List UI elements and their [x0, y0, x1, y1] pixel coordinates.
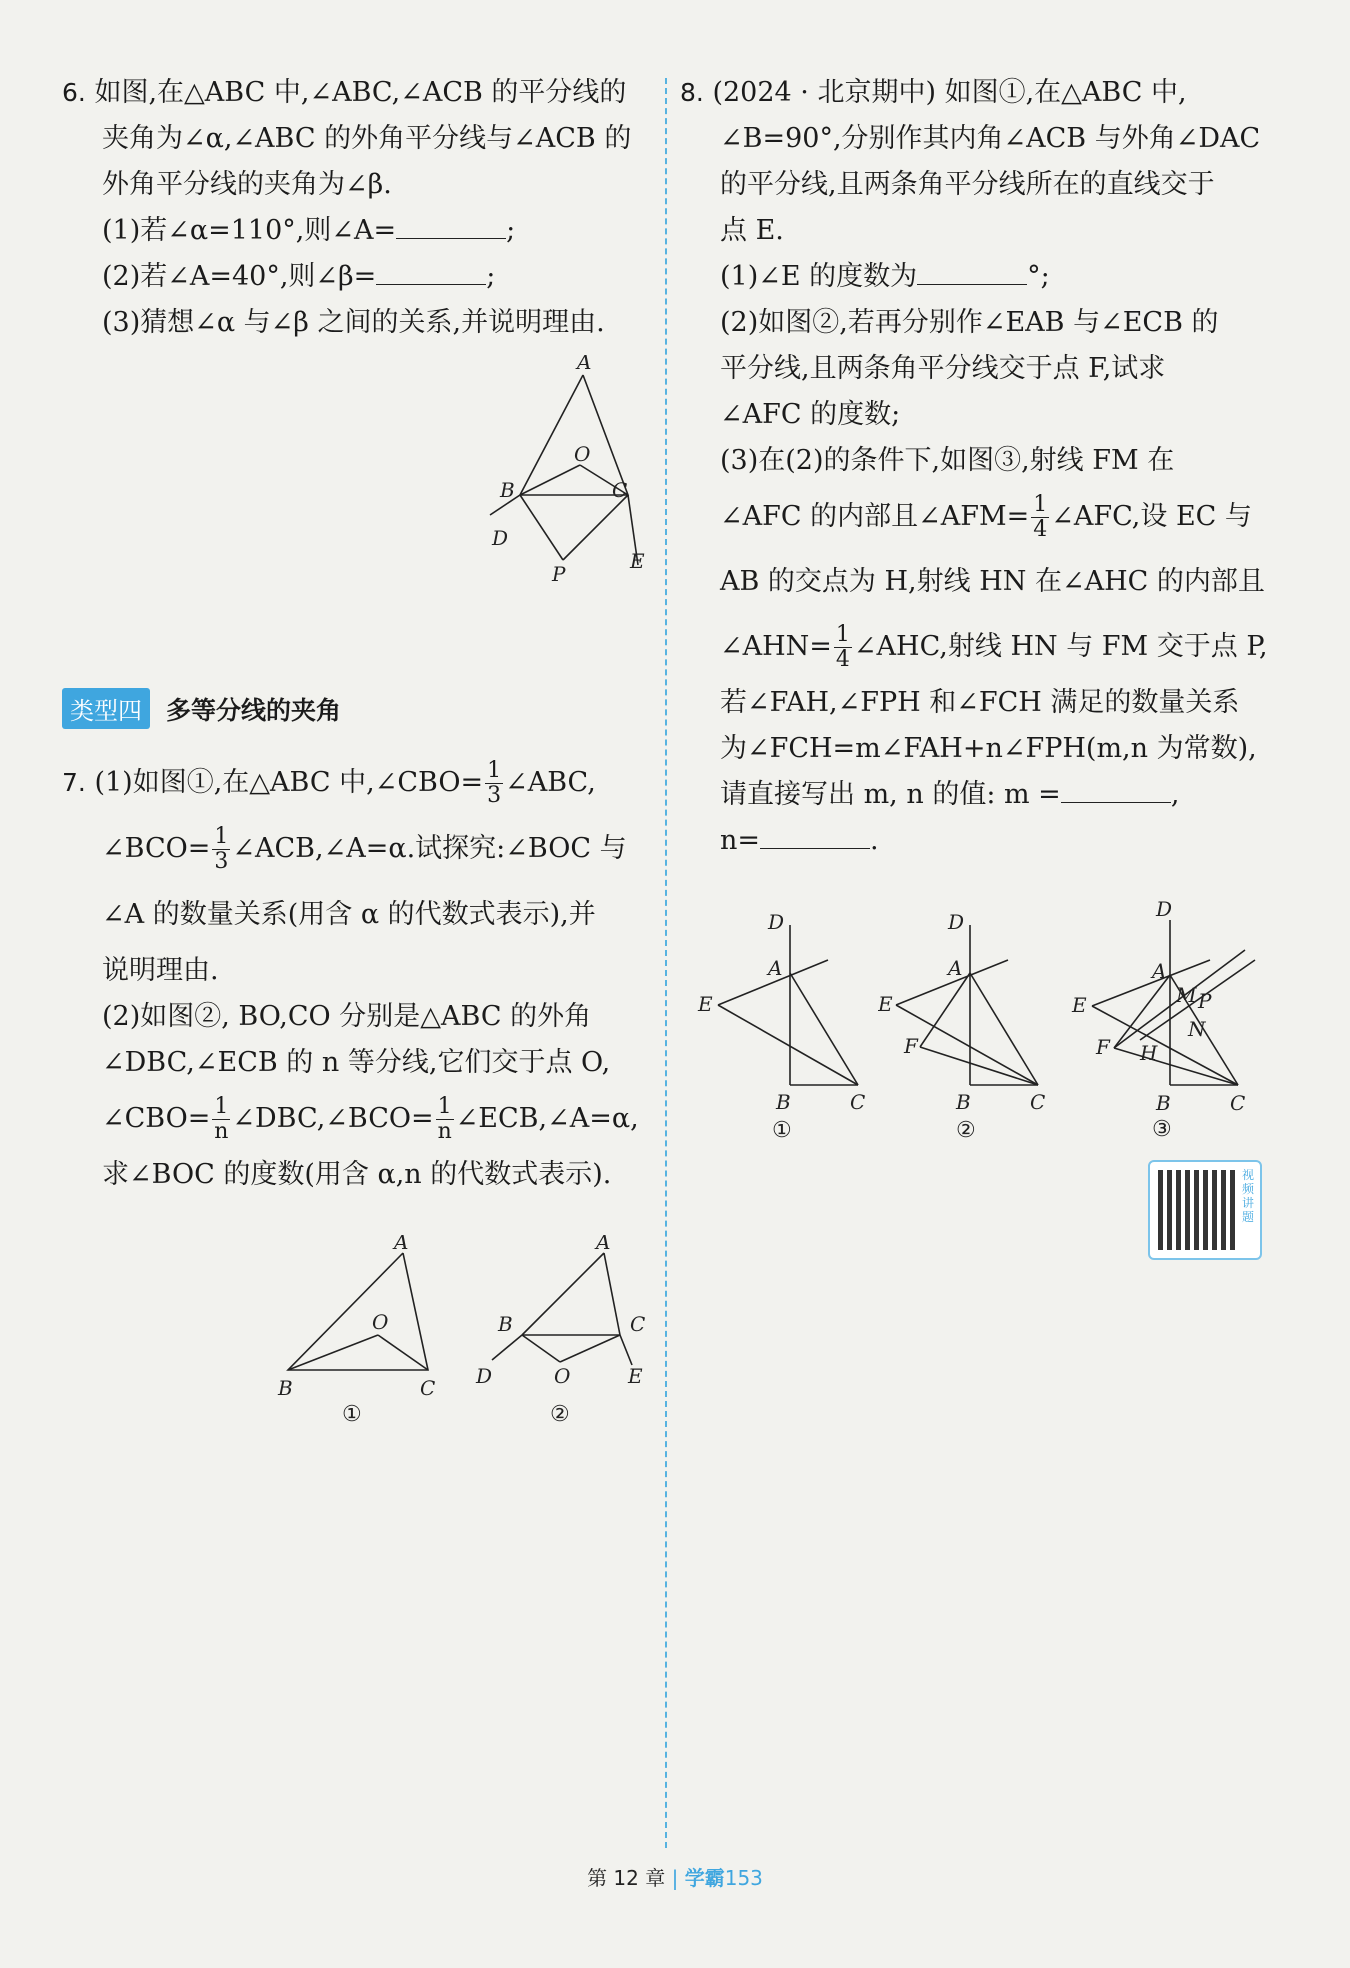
q7f1-triangle	[288, 1253, 428, 1370]
answer-blank[interactable]	[917, 256, 1027, 285]
q8-line-11: AB 的交点为 H,射线 HN 在∠AHC 的内部且	[720, 566, 1265, 597]
chapter-label: 第 12 章	[587, 1866, 666, 1890]
q7-line-2: ∠BCO= $\frac{1}{3}$ ∠ACB,∠A=α.试探究:∠BOC 与	[102, 824, 627, 874]
section-title: 多等分线的夹角	[166, 695, 342, 725]
q6-number: 6.	[62, 78, 86, 107]
q8-line-8: ∠AFC 的度数;	[720, 399, 901, 430]
q7-figure-1	[268, 1235, 448, 1425]
label-b: B	[278, 1376, 293, 1400]
q8-line-4: 点 E.	[720, 215, 784, 246]
label-b: B	[776, 1090, 791, 1114]
figure-caption: ②	[956, 1118, 976, 1140]
figure-caption: ③	[1152, 1117, 1172, 1140]
label-d: D	[476, 1364, 493, 1388]
label-a: A	[948, 956, 963, 980]
q7f2-co	[560, 1335, 620, 1362]
answer-blank[interactable]	[760, 820, 870, 849]
q8f1-ec	[718, 1005, 858, 1085]
q7f2-ext-d	[492, 1335, 522, 1360]
label-o: O	[574, 442, 591, 466]
page-footer: 第 12 章 | 学霸153	[587, 1866, 763, 1890]
label-b: B	[1156, 1091, 1171, 1115]
q8-line-1: 8. (2024 · 北京期中) 如图①,在△ABC 中,	[680, 77, 1187, 108]
brand-label: 学霸	[684, 1866, 725, 1890]
q8f2-fc	[920, 1047, 1038, 1085]
label-p: P	[1198, 989, 1212, 1013]
section-header	[62, 688, 341, 729]
fraction: $\frac{1}{3}$	[214, 824, 229, 874]
fraction: $\frac{1}{3}$	[487, 758, 502, 808]
section-tag: 类型四	[62, 688, 150, 729]
q8-line-13: 若∠FAH,∠FPH 和∠FCH 满足的数量关系	[720, 687, 1240, 718]
label-c: C	[1230, 1091, 1246, 1115]
label-e: E	[698, 992, 713, 1016]
q8-line-14: 为∠FCH=m∠FAH+n∠FPH(m,n 为常数),	[720, 733, 1257, 764]
answer-blank[interactable]	[396, 210, 506, 239]
label-c: C	[630, 1312, 646, 1336]
fraction: $\frac{1}{n}$	[437, 1094, 452, 1144]
answer-blank[interactable]	[376, 256, 486, 285]
label-a: A	[577, 355, 592, 374]
label-a: A	[1152, 959, 1167, 983]
qr-code-icon	[1158, 1170, 1238, 1250]
q6-bisector-b	[520, 465, 580, 495]
label-d: D	[1156, 897, 1173, 921]
label-a: A	[394, 1235, 409, 1254]
q8-line-6: (2)如图②,若再分别作∠EAB 与∠ECB 的	[720, 307, 1219, 338]
q8f1-ac	[790, 973, 858, 1085]
page-number: 153	[724, 1866, 763, 1890]
label-e: E	[1072, 993, 1087, 1017]
q8-line-16: n= .	[680, 818, 1280, 864]
q6-part-2: (2)若∠A=40°,则∠β= ;	[62, 254, 647, 300]
q7f1-bo	[288, 1335, 378, 1370]
q7f2-ab	[522, 1253, 604, 1335]
q6-text-2: 夹角为∠α,∠ABC 的外角平分线与∠ACB 的	[102, 123, 632, 154]
label-d: D	[768, 910, 785, 934]
q8-figure-2	[878, 905, 1068, 1140]
label-d: D	[492, 526, 509, 550]
q8f2-ac	[970, 973, 1038, 1085]
q6-line-1	[62, 70, 647, 116]
q6-text-3: 外角平分线的夹角为∠β.	[102, 169, 392, 200]
q7-line-5: (2)如图②, BO,CO 分别是△ABC 的外角	[102, 1001, 592, 1032]
q8-number: 8.	[680, 78, 704, 107]
q7-line-6: ∠DBC,∠ECB 的 n 等分线,它们交于点 O,	[102, 1047, 611, 1078]
q7-line-7: ∠CBO= $\frac{1}{n}$ ∠DBC,∠BCO= $\frac{1}{n}$ ∠ECB,∠A=α,	[102, 1094, 639, 1144]
q8-line-5: (1)∠E 的度数为 °;	[680, 254, 1280, 300]
q7-line-8: 求∠BOC 的度数(用含 α,n 的代数式表示).	[102, 1159, 612, 1190]
fraction: $\frac{1}{4}$	[835, 622, 850, 672]
q8-line-9: (3)在(2)的条件下,如图③,射线 FM 在	[720, 445, 1175, 476]
q7f2-ext-e	[620, 1335, 632, 1365]
q8-line-7: 平分线,且两条角平分线交于点 F,试求	[720, 353, 1166, 384]
q8-figure-3	[1070, 890, 1270, 1140]
q8f2-af	[920, 973, 970, 1047]
q8-block	[680, 70, 1280, 864]
q6-part-3: (3)猜想∠α 与∠β 之间的关系,并说明理由.	[102, 307, 605, 338]
q6-part-1: (1)若∠α=110°,则∠A= ;	[62, 208, 647, 254]
answer-blank[interactable]	[1061, 774, 1171, 803]
label-c: C	[612, 478, 628, 502]
label-e: E	[878, 992, 893, 1016]
label-p: P	[552, 562, 566, 585]
q8f3-ec	[1092, 1006, 1238, 1085]
q7f1-co	[378, 1335, 428, 1370]
figure-caption: ②	[550, 1402, 570, 1425]
label-b: B	[500, 478, 515, 502]
label-c: C	[850, 1090, 866, 1114]
q8-figure-1	[690, 905, 880, 1140]
label-f: F	[1096, 1035, 1110, 1059]
label-a: A	[768, 956, 783, 980]
video-qr-code[interactable]	[1148, 1160, 1262, 1260]
qr-label: 视频讲题	[1242, 1168, 1255, 1224]
label-d: D	[948, 910, 965, 934]
q7-line-1: 7. (1)如图①,在△ABC 中,∠CBO= $\frac{1}{3}$ ∠ABC,	[62, 758, 596, 808]
label-n: N	[1188, 1017, 1206, 1041]
column-divider	[665, 78, 667, 1848]
q6-ext-bisector-c	[563, 495, 628, 560]
label-o: O	[554, 1364, 571, 1388]
label-c: C	[420, 1376, 436, 1400]
left-column	[62, 70, 647, 346]
label-f: F	[904, 1034, 918, 1058]
q7-block	[62, 750, 647, 1198]
q6-figure	[480, 355, 660, 585]
q6-ext-bisector-b	[520, 495, 563, 560]
label-c: C	[1030, 1090, 1046, 1114]
q6-text-1: 如图,在△ABC 中,∠ABC,∠ACB 的平分线的	[94, 77, 627, 108]
label-b: B	[956, 1090, 971, 1114]
label-o: O	[372, 1310, 389, 1334]
q8-line-2: ∠B=90°,分别作其内角∠ACB 与外角∠DAC	[720, 123, 1261, 154]
fraction: $\frac{1}{n}$	[214, 1094, 229, 1144]
fraction: $\frac{1}{4}$	[1033, 492, 1048, 542]
q7-line-3: ∠A 的数量关系(用含 α 的代数式表示),并	[102, 899, 596, 930]
label-h: H	[1140, 1041, 1158, 1065]
q7-number: 7.	[62, 768, 86, 797]
label-e: E	[630, 549, 645, 573]
q6-triangle	[520, 375, 628, 495]
label-b: B	[498, 1312, 513, 1336]
figure-caption: ①	[342, 1402, 362, 1425]
q8-line-10: ∠AFC 的内部且∠AFM= $\frac{1}{4}$ ∠AFC,设 EC 与	[720, 492, 1252, 542]
q8-line-12: ∠AHN= $\frac{1}{4}$ ∠AHC,射线 HN 与 FM 交于点 P,	[720, 622, 1268, 672]
label-a: A	[596, 1235, 611, 1254]
q7-figure-2	[470, 1235, 660, 1425]
label-e: E	[628, 1364, 643, 1388]
q7f2-ac	[604, 1253, 620, 1335]
label-m: M	[1176, 983, 1197, 1007]
q7f2-bo	[522, 1335, 560, 1362]
figure-caption: ①	[772, 1118, 792, 1140]
q8-line-3: 的平分线,且两条角平分线所在的直线交于	[720, 169, 1215, 200]
q7-line-4: 说明理由.	[102, 955, 219, 986]
q8-line-15: 请直接写出 m, n 的值: m = ,	[680, 772, 1280, 818]
